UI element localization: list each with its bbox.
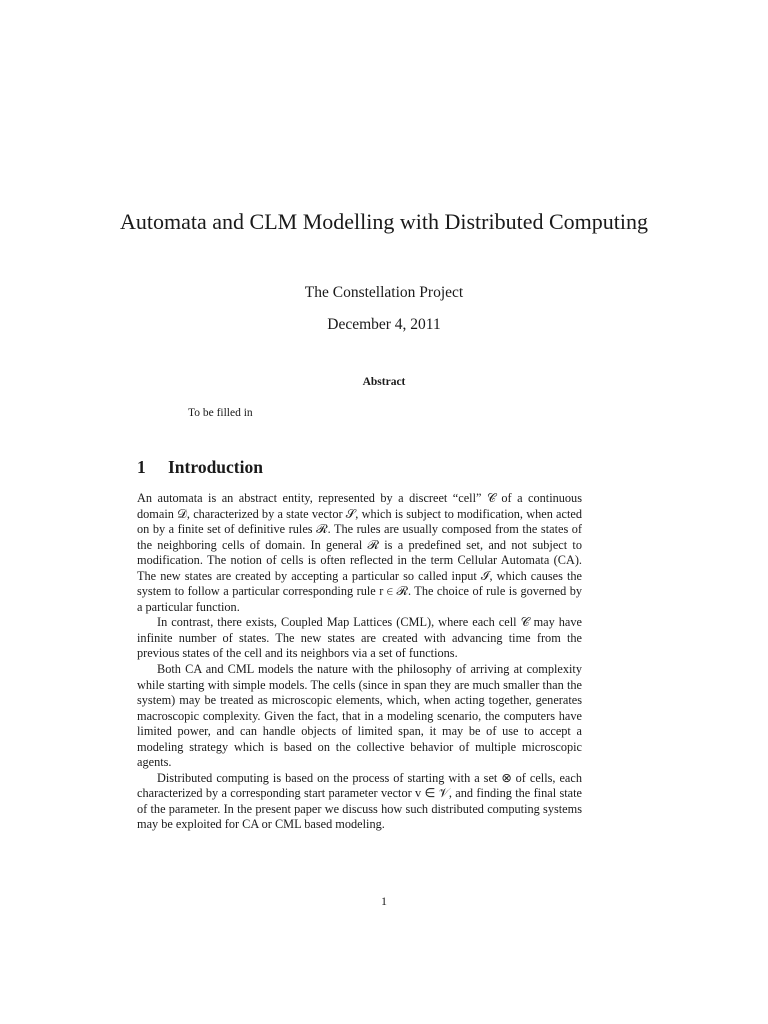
paragraph-4: Distributed computing is based on the process of starting with a set ⊗ of cells, each characterized by a corresponding start parameter vector v ∈ 𝒱, and finding the final state of the parameter. In the present paper we discuss how such distributed computing systems may be exploited for CA or CML based modeling.: [137, 770, 582, 832]
paragraph-3: Both CA and CML models the nature with the philosophy of arriving at complexity while starting with simple models. The cells (since in span they are much smaller than the system) may be treated as microscopic elements, which, when acting together, generates macroscopic complexity. Given the fact, that in a modeling scenario, the computers have limited power, and can handle objects of limited span, it may be of use to accept a modeling strategy which is based on the collective behavior of multiple microscopic agents.: [137, 662, 582, 770]
section-title: Introduction: [168, 457, 263, 477]
page-number: 1: [381, 894, 387, 908]
abstract-heading: Abstract: [362, 376, 406, 388]
abstract-text: To be filled in: [188, 407, 253, 419]
paper-author: The Constellation Project: [304, 284, 464, 301]
section-heading: [137, 456, 263, 478]
paper-title: Automata and CLM Modelling with Distributed Computing: [120, 209, 648, 234]
paragraph-2: In contrast, there exists, Coupled Map Lattices (CML), where each cell 𝒞 may have infinite number of states. The new states are created with advancing time from the previous states of the cell and its neighbors via a set of functions.: [137, 615, 582, 661]
section-body: [137, 491, 582, 833]
paper-date: December 4, 2011: [327, 316, 441, 333]
section-number: 1: [137, 457, 146, 477]
paragraph-1: An automata is an abstract entity, represented by a discreet “cell” 𝒞 of a continuous domain 𝒟, characterized by a state vector 𝒮, which is subject to modification, when acted on by a finite set of definitive rules ℛ. The rules are usually composed from the states of the neighboring cells of domain. In general ℛ is a predefined set, and not subject to modification. The notion of cells is often reflected in the term Cellular Automata (CA). The new states are created by accepting a particular so called input ℐ, which causes the system to follow a particular corresponding rule r ∈ ℛ. The choice of rule is governed by a particular function.: [137, 491, 582, 614]
